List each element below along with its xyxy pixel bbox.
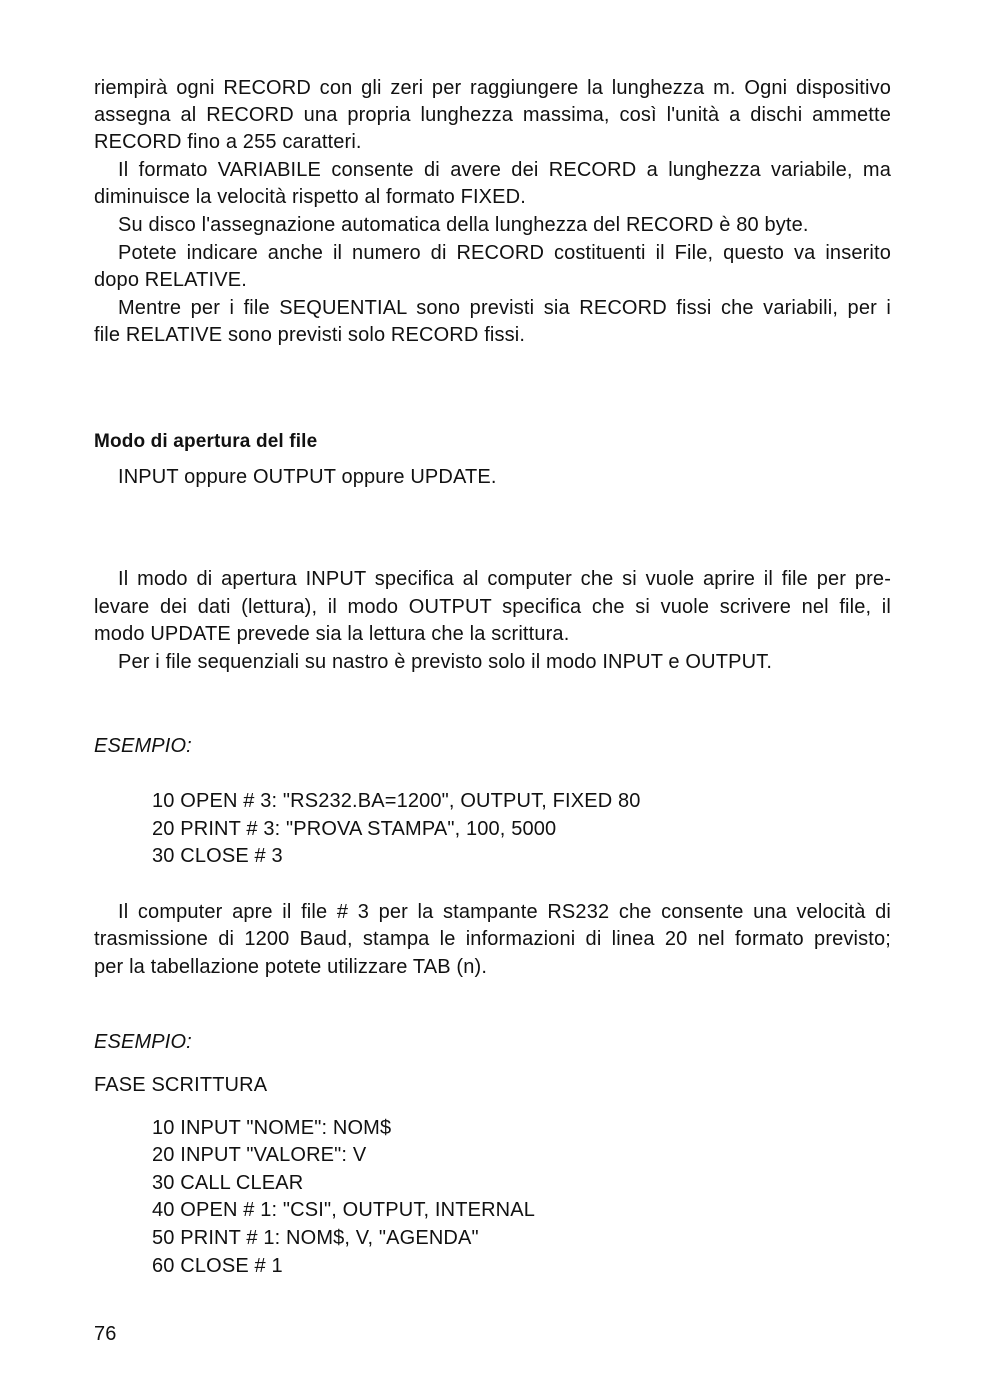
code-line: 40 OPEN # 1: "CSI", OUTPUT, INTERNAL — [152, 1199, 536, 1221]
code-line: 30 CALL CLEAR — [152, 1172, 304, 1194]
section-heading: Modo di apertura del file — [94, 431, 318, 452]
paragraph-line: riempirà ogni RECORD con gli zeri per raggiungere la lunghezza m. Ogni dispositivo — [94, 77, 891, 99]
paragraph-line: levare dei dati (lettura), il modo OUTPUT specifica che si vuole scrivere nel file, il — [94, 596, 891, 618]
paragraph-line: per la tabellazione potete utilizzare TAB (n). — [94, 956, 488, 978]
code-line: 60 CLOSE # 1 — [152, 1255, 283, 1277]
paragraph-line: Il computer apre il file # 3 per la stampante RS232 che consente una velocità di — [118, 901, 891, 923]
paragraph-line: RECORD fino a 255 caratteri. — [94, 131, 362, 153]
paragraph-line: Potete indicare anche il numero di RECORD costituenti il File, questo va inserito — [118, 242, 891, 264]
paragraph-line: Mentre per i file SEQUENTIAL sono previsti sia RECORD fissi che variabili, per i — [118, 297, 891, 319]
paragraph-line: Il modo di apertura INPUT specifica al computer che si vuole aprire il file per pre- — [118, 568, 891, 590]
paragraph-line: diminuisce la velocità rispetto al formato FIXED. — [94, 186, 526, 208]
paragraph-line: Su disco l'assegnazione automatica della lunghezza del RECORD è 80 byte. — [118, 214, 809, 236]
paragraph-line: assegna al RECORD una propria lunghezza massima, così l'unità a dischi ammette — [94, 104, 891, 126]
page-number: 76 — [94, 1323, 117, 1345]
code-line: 50 PRINT # 1: NOM$, V, "AGENDA" — [152, 1227, 479, 1249]
example-label: ESEMPIO: — [94, 1031, 192, 1053]
paragraph-line: trasmissione di 1200 Baud, stampa le informazioni di linea 20 nel formato previsto; — [94, 928, 891, 950]
section-modes: INPUT oppure OUTPUT oppure UPDATE. — [118, 466, 497, 488]
code-line: 10 OPEN # 3: "RS232.BA=1200", OUTPUT, FIXED 80 — [152, 790, 641, 812]
paragraph-line: Per i file sequenziali su nastro è previsto solo il modo INPUT e OUTPUT. — [118, 651, 773, 673]
paragraph-line: modo UPDATE prevede sia la lettura che la scrittura. — [94, 623, 570, 645]
code-line: 10 INPUT "NOME": NOM$ — [152, 1117, 392, 1139]
phase-label: FASE SCRITTURA — [94, 1074, 268, 1096]
code-line: 20 INPUT "VALORE": V — [152, 1144, 367, 1166]
code-line: 30 CLOSE # 3 — [152, 845, 283, 867]
paragraph-line: Il formato VARIABILE consente di avere dei RECORD a lunghezza variabile, ma — [118, 159, 891, 181]
paragraph-line: dopo RELATIVE. — [94, 269, 247, 291]
paragraph-line: file RELATIVE sono previsti solo RECORD fissi. — [94, 324, 526, 346]
example-label: ESEMPIO: — [94, 735, 192, 757]
code-line: 20 PRINT # 3: "PROVA STAMPA", 100, 5000 — [152, 818, 557, 840]
